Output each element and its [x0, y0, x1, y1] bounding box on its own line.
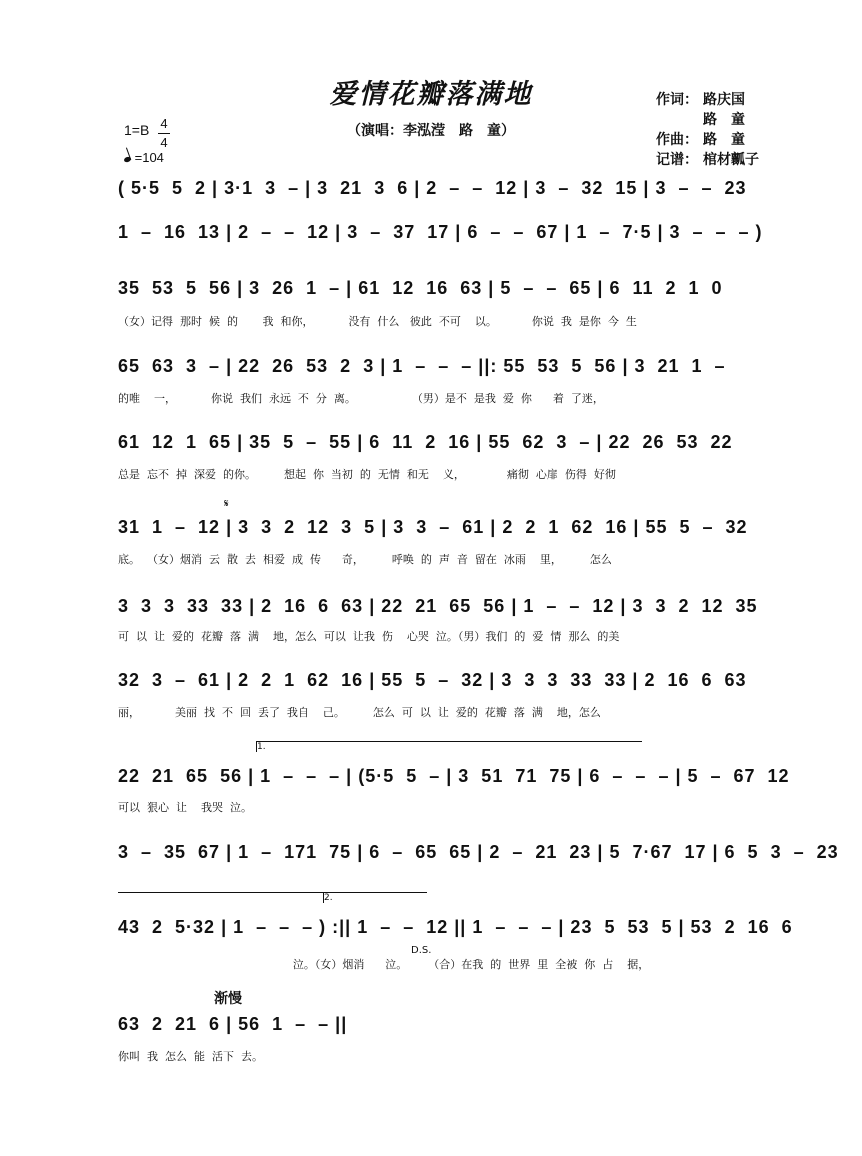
song-title: 爱情花瓣落满地: [329, 79, 533, 110]
lyrics-line: 可以 狠心 让 我哭 泣。: [118, 801, 252, 814]
credit-value: 路 童: [703, 112, 745, 128]
notation-line: 63 2 21 6 | 56 1 – – ||: [118, 1014, 348, 1034]
tempo-ritardando: 渐慢: [214, 991, 242, 1007]
notation-line: 3 3 3 33 33 | 2 16 6 63 | 22 21 65 56 | 1 – – 12 | 3 3 2 12 35: [118, 596, 758, 616]
time-signature: [158, 116, 170, 151]
credit-row: [656, 110, 759, 130]
volta-bracket-line: [118, 892, 323, 893]
lyrics-line: 你叫 我 怎么 能 活下 去。: [118, 1050, 263, 1063]
notation-line: 61 12 1 65 | 35 5 – 55 | 6 11 2 16 | 55 62 3 – | 22 26 53 22: [118, 432, 733, 452]
quarter-note-icon: [123, 156, 131, 163]
time-bottom: 4: [160, 135, 168, 150]
notation-line: ( 5·5 5 2 | 3·1 3 – | 3 21 3 6 | 2 – – 12 | 3 – 32 15 | 3 – – 23: [118, 178, 747, 198]
lyrics-line: 总是 忘不 掉 深爱 的你。 想起 你 当初 的 无情 和无 义， 痛彻 心扉 伤得 好彻: [118, 468, 616, 481]
credit-key: 作词：: [656, 92, 698, 108]
tempo-marking: [124, 150, 164, 165]
credit-value: 棺材瓤子: [703, 152, 759, 168]
volta-label: 1.: [257, 742, 266, 752]
credit-key: 记谱：: [656, 152, 698, 168]
volta-first-ending: [256, 741, 642, 752]
credit-row: [656, 150, 759, 170]
performers: （演唱：李泓滢 路 童）: [347, 123, 515, 139]
dal-segno-mark: D.S.: [411, 945, 432, 956]
credits: [656, 90, 759, 170]
time-top: 4: [160, 116, 168, 131]
notation-line: 43 2 5·32 | 1 – – – ) :|| 1 – – 12 || 1 – – – | 23 5 53 5 | 53 2 16 6: [118, 917, 793, 937]
credit-value: 路 童: [703, 132, 745, 148]
lyrics-line: （女）记得 那时 候 的 我 和你， 没有 什么 彼此 不可 以。 你说 我 是你 今 生: [118, 315, 637, 328]
credit-value: 路庆国: [703, 92, 745, 108]
volta-second-ending: [323, 892, 427, 903]
time-divider: [158, 133, 170, 134]
notation-line: 65 63 3 – | 22 26 53 2 3 | 1 – – – ||: 55 53 5 56 | 3 21 1 –: [118, 356, 726, 376]
lyrics-line: 可 以 让 爱的 花瓣 落 满 地，怎么 可以 让我 伤 心哭 泣。（男）我们 的 爱 情 那么 的美: [118, 630, 620, 643]
credit-row: [656, 90, 759, 110]
lyrics-line: 泣。（女）烟消 泣。 （合）在我 的 世界 里 全被 你 占 据，: [118, 958, 650, 971]
volta-label: 2.: [324, 893, 333, 903]
lyrics-line: 底。 （女）烟消 云 散 去 相爱 成 传 奇， 呼唤 的 声 音 留在 冰雨 里， 怎么: [118, 553, 612, 566]
key-signature: 1=B: [124, 122, 150, 138]
lyrics-line: 的唯 一， 你说 我们 永远 不 分 离。 （男）是不 是我 爱 你 着 了迷，: [118, 392, 604, 405]
notation-line: 35 53 5 56 | 3 26 1 – | 61 12 16 63 | 5 – – 65 | 6 11 2 1 0: [118, 278, 723, 298]
credit-key: 作曲：: [656, 132, 698, 148]
notation-line: 22 21 65 56 | 1 – – – | (5·5 5 – | 3 51 71 75 | 6 – – – | 5 – 67 12: [118, 766, 790, 786]
lyrics-line: 丽， 美丽 找 不 回 丢了 我自 己。 怎么 可 以 让 爱的 花瓣 落 满 地，怎么: [118, 706, 601, 719]
credit-key: [656, 110, 703, 130]
notation-line: 32 3 – 61 | 2 2 1 62 16 | 55 5 – 32 | 3 3 3 33 33 | 2 16 6 63: [118, 670, 747, 690]
notation-line: 3 – 35 67 | 1 – 171 75 | 6 – 65 65 | 2 – 21 23 | 5 7·67 17 | 6 5 3 – 23: [118, 842, 839, 862]
notation-line: 1 – 16 13 | 2 – – 12 | 3 – 37 17 | 6 – – 67 | 1 – 7·5 | 3 – – – ): [118, 222, 763, 242]
credit-row: [656, 130, 759, 150]
segno-icon: 𝄋: [224, 497, 229, 510]
tempo-value: =104: [134, 150, 164, 165]
notation-line: 31 1 – 12 | 3 3 2 12 3 5 | 3 3 – 61 | 2 2 1 62 16 | 55 5 – 32: [118, 517, 748, 537]
